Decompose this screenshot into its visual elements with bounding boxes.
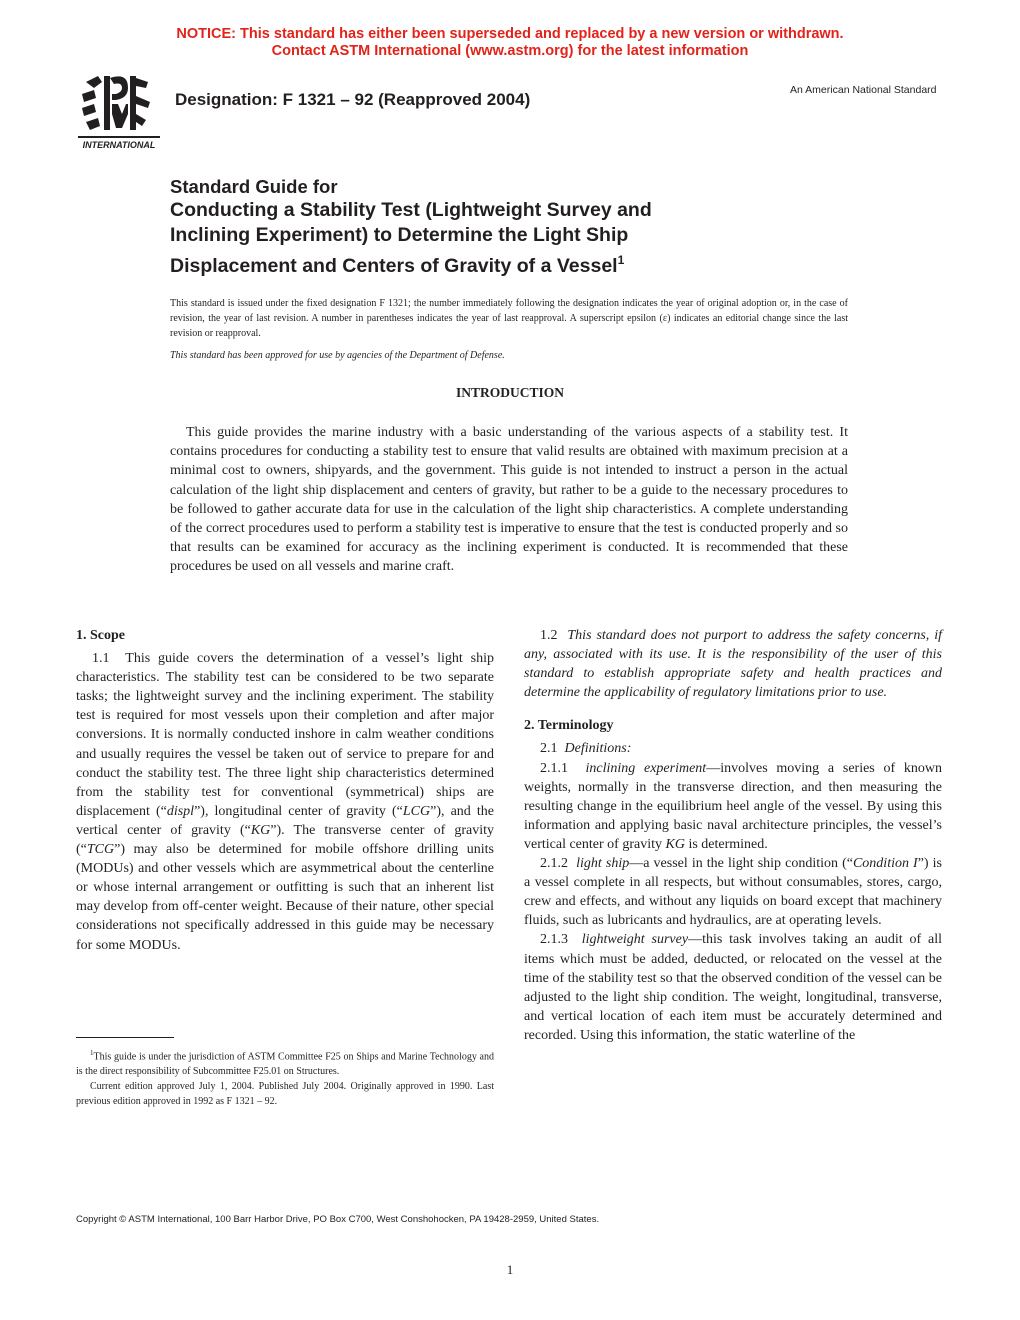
copyright: Copyright © ASTM International, 100 Barr Harbor Drive, PO Box C700, West Conshohocken, PA 19428-2959, United States. (76, 1214, 600, 1225)
withdrawal-notice (0, 26, 1020, 60)
footnote-2: Current edition approved July 1, 2004. Published July 2004. Originally approved in 1990. Last previous edition approved in 1992 as F 1321 – 92. (76, 1081, 494, 1108)
definition-text: —this task involves taking an audit of all items which must be added, deducted, or relocated on the vessel at the time of the stability test so that the observed condition of the vessel can be adjusted to the light ship condition. The weight, longitudinal, transverse, and vertical location of each item must be accurately determined and recorded. Using this information, the static waterline of the (524, 932, 943, 1043)
footnote (76, 1046, 494, 1109)
left-column (76, 626, 494, 955)
term-displ: displ (166, 803, 195, 819)
section-number: 2.1.3 (540, 932, 568, 948)
footnote-ref: 1 (90, 1049, 94, 1057)
term-tcg: TCG (86, 842, 115, 858)
scope-text: This guide covers the determination of a vessel’s light ship characteristics. The stability test can be considered to be two separate tasks; the lightweight survey and the inclining experiment. The stability test is required for most vessels upon their completion and after major conversions. It is normally conducted inshore in calm weather conditions and usually requires the vessel be taken out of service to prepare for and conduct the stability test. The three light ship characteristics determined from the stability test for conventional (symmetrical) ships are displacement (“ (76, 651, 495, 819)
definitions-label: Definitions: (564, 741, 632, 757)
title-line-3: Inclining Experiment) to Determine the Light Ship (170, 224, 629, 246)
title-line-2: Conducting a Stability Test (Lightweight Survey and (170, 199, 652, 221)
issued-note: This standard is issued under the fixed designation F 1321; the number immediately following the designation indicates the year of original adoption or, in the case of revision, the year of last revision. A number in parentheses indicates the year of last reapproval. A superscript epsilon (ε) indicates an editorial change since the last revision or reapproval. (170, 298, 848, 339)
introduction-text: This guide provides the marine industry with a basic understanding of the various aspects of a stability test. It contains procedures for conducting a stability test to ensure that valid results are obtained with maximum precision at a minimal cost to owners, shipyards, and the government. This guide is not intended to instruct a person in the actual calculation of the light ship displacement and centers of gravity, but rather to be a guide to the necessary procedures to be followed to gather accurate data for use in the calculation of the light ship characteristics. A complete understanding of the correct procedures used to perform a stability test is imperative to ensure that the test is conducted properly and so that results can be examined for accuracy as the inclining experiment is conducted. It is recommended that these procedures be used on all vessels and marine craft. (170, 425, 848, 575)
scope-text: ”). The transverse center of gravity (“ (76, 822, 495, 858)
notice-line-1: NOTICE: This standard has either been superseded and replaced by a new version or withdrawn. (176, 26, 844, 42)
dod-note: This standard has been approved for use by agencies of the Department of Defense. (170, 350, 505, 361)
title-footnote-ref: 1 (617, 253, 625, 267)
astm-logo-icon (76, 74, 162, 150)
title-line-4-text: Displacement and Centers of Gravity of a Vessel (170, 255, 618, 277)
section-number: 2.1.2 (540, 856, 568, 872)
document-title (170, 176, 652, 279)
term-inclining-experiment: inclining experiment (585, 760, 707, 776)
scope-heading: 1. Scope (76, 628, 125, 643)
national-standard-label: An American National Standard (790, 84, 937, 96)
definition-inclining-experiment (524, 759, 942, 854)
term-kg: KG (665, 836, 685, 852)
title-line-4 (170, 248, 652, 279)
designation: Designation: F 1321 – 92 (Reapproved 2004) (175, 90, 531, 109)
definition-text: ”) is a vessel complete in all respects, but without consumables, stores, cargo, crew and effects, and without any liquids on board except that machinery fluids, such as lubricants and hydraulics, are at operating levels. (524, 856, 943, 929)
svg-text:INTERNATIONAL: INTERNATIONAL (82, 140, 156, 150)
section-number: 2.1.1 (540, 760, 568, 776)
terminology-heading: 2. Terminology (524, 718, 614, 734)
notice-line-2: Contact ASTM International (www.astm.org) for the latest information (271, 43, 749, 59)
scope-text: ”) may also be determined for mobile offshore drilling units (MODUs) and other vessels which are asymmetrical about the centerline or whose internal arrangement or outfitting is such that an inherent list may develop from off-center weight. Because of their nature, other special considerations not specifically addressed in this guide may be necessary for some MODUs. (76, 842, 494, 953)
definition-light-ship (524, 854, 942, 930)
definition-text: is determined. (684, 836, 768, 852)
safety-statement: This standard does not purport to address the safety concerns, if any, associated with its use. It is the responsibility of the user of this standard to establish appropriate safety and health practices and determine the applicability of regulatory limitations prior to use. (524, 628, 943, 701)
right-column (524, 626, 942, 1045)
term-lcg: LCG (402, 803, 431, 819)
term-lightweight-survey: lightweight survey (581, 932, 689, 948)
page-number: 1 (506, 1262, 514, 1277)
term-light-ship: light ship (576, 856, 630, 872)
footnote-divider (76, 1037, 174, 1038)
scope-text: ”), and the vertical center of gravity (“ (76, 803, 494, 838)
term-kg: KG (250, 822, 271, 838)
footnote-text: This guide is under the jurisdiction of ASTM Committee F25 on Ships and Marine Technology and is the direct responsibility of Subcommittee F25.01 on Structures. (76, 1051, 494, 1078)
introduction-heading: INTRODUCTION (455, 385, 564, 400)
scope-text: ”), longitudinal center of gravity (“ (194, 803, 403, 819)
definitions-paragraph (524, 739, 942, 758)
definition-text: —involves moving a series of known weights, normally in the transverse direction, and then measuring the resulting change in the equilibrium heel angle of the vessel. By using this information and applying basic naval architecture principles, the vessel’s vertical center of gravity (524, 760, 942, 852)
section-number: 1.2 (540, 628, 558, 643)
astm-logo (76, 74, 162, 150)
definition-lightweight-survey (524, 930, 942, 1045)
section-number: 1.1 (92, 651, 110, 667)
scope-paragraph-1-1 (76, 649, 494, 955)
definition-text: —a vessel in the light ship condition (“ (629, 856, 853, 872)
footnote-1 (76, 1046, 494, 1079)
title-line-1: Standard Guide for (170, 176, 338, 197)
section-number: 2.1 (540, 741, 558, 757)
term-condition-i: Condition I (852, 856, 918, 872)
scope-paragraph-1-2 (524, 626, 942, 702)
